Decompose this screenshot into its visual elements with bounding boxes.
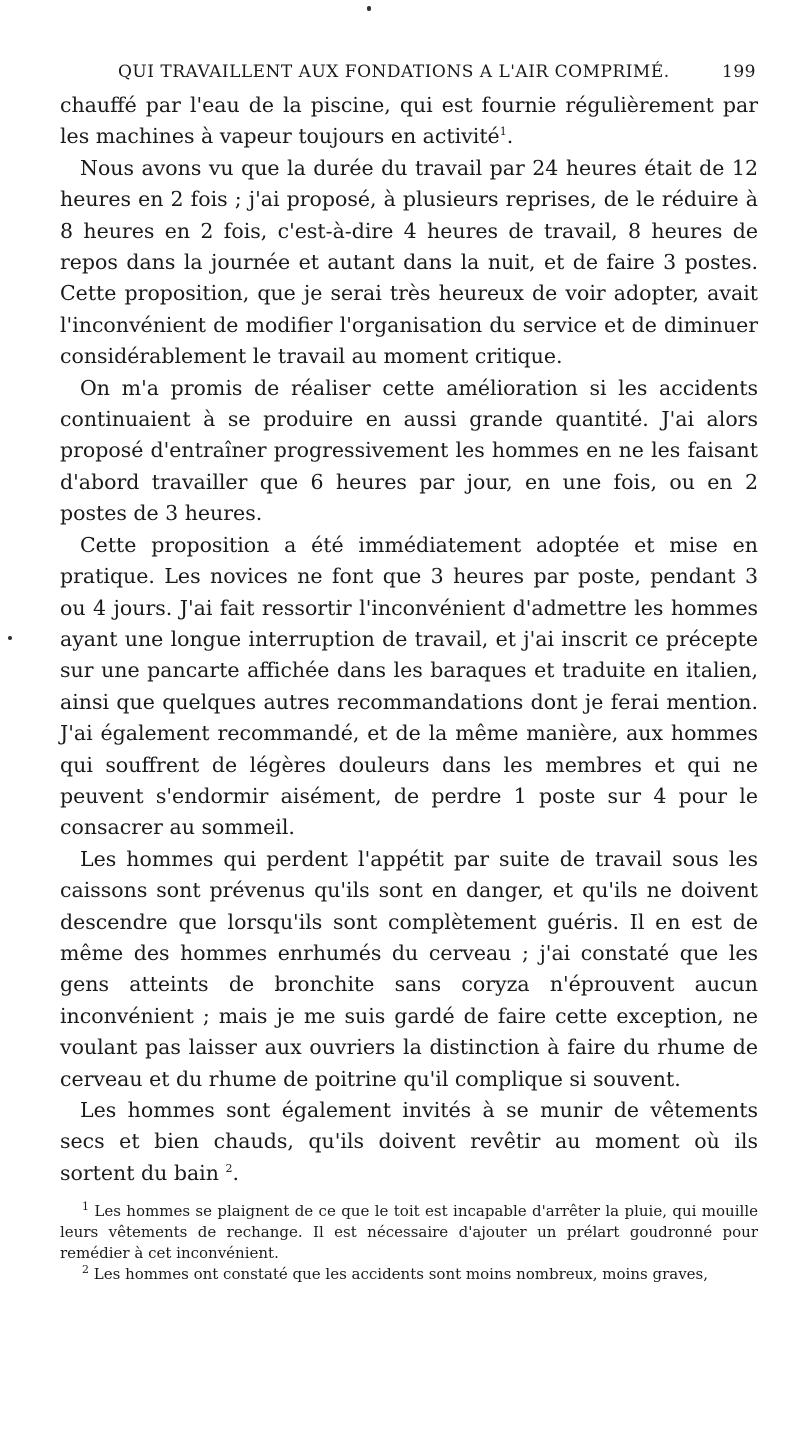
footnote-text: Les hommes se plaignent de ce que le toit est incapable d'arrêter la pluie, qui mouille leurs vêtements de rechange. Il est nécessaire d'ajouter un prélart goudronné pour remédier à cet inconvénient. bbox=[60, 1202, 758, 1263]
paragraph: Cette proposition a été immédiatement adoptée et mise en pratique. Les novices ne font que 3 heures par poste, pendant 3 ou 4 jours. J'ai fait ressortir l'inconvénient d'admettre les hommes ayant une longue interruption de travail, et j'ai inscrit ce précepte sur une pancarte affichée dans les baraques et traduite en italien, ainsi que quelques autres recommandations dont je ferai mention. J'ai également recommandé, et de la même manière, aux hommes qui souffrent de légères douleurs dans les membres et qui ne peuvent s'endormir aisément, de perdre 1 poste sur 4 pour le consacrer au sommeil. bbox=[60, 532, 758, 840]
paragraph: Les hommes qui perdent l'appétit par suite de travail sous les caissons sont prévenus qu'ils sont en danger, et qu'ils ne doivent descendre que lorsqu'ils sont complètement guéris. Il en est de même des hommes enrhumés du cerveau ; j'ai constaté que les gens atteints de bronchite sans coryza n'éprouvent aucun inconvénient ; mais je me suis gardé de faire cette exception, ne voulant pas laisser aux ouvriers la distinction à faire du rhume de cerveau et du rhume de poitrine qu'il complique si souvent. bbox=[60, 846, 758, 1091]
paragraph-text: Les hommes sont également invités à se munir de vêtements secs et bien chauds, qu'ils doivent revêtir au moment où ils sortent du bain bbox=[60, 1098, 758, 1185]
page-number: 199 bbox=[722, 62, 756, 82]
scan-speck-margin bbox=[8, 636, 12, 640]
paragraph: Nous avons vu que la durée du travail par 24 heures était de 12 heures en 2 fois ; j'ai proposé, à plusieurs reprises, de le réduire à 8 heures en 2 fois, c'est-à-dire 4 heures de travail, 8 heures de repos dans la journée et autant dans la nuit, et de faire 3 postes. Cette proposition, que je serai très heureux de voir adopter, avait l'inconvénient de modifier l'organisation du service et de diminuer considérablement le travail au moment critique. bbox=[60, 155, 758, 369]
paragraph: On m'a promis de réaliser cette amélioration si les accidents continuaient à se produire en aussi grande quantité. J'ai alors proposé d'entraîner progressivement les hommes en ne les faisant d'abord travailler que 6 heures par jour, en une fois, ou en 2 postes de 3 heures. bbox=[60, 375, 758, 526]
body-text bbox=[60, 90, 758, 1189]
running-header-title: QUI TRAVAILLENT AUX FONDATIONS A L'AIR COMPRIMÉ. bbox=[118, 62, 670, 82]
footnote bbox=[60, 1264, 758, 1285]
footnote-ref: 2 bbox=[225, 1161, 233, 1175]
book-page bbox=[60, 58, 758, 1285]
footnote bbox=[60, 1201, 758, 1264]
footnote-mark: 1 bbox=[82, 1200, 89, 1214]
scan-speck-top bbox=[367, 6, 371, 11]
paragraph: Les hommes sont également invités à se munir de vêtements secs et bien chauds, qu'ils doivent revêtir au moment où ils sortent du bain $^2$. bbox=[60, 1098, 758, 1185]
footnote-mark: 2 bbox=[82, 1263, 89, 1277]
paragraph-text: chauffé par l'eau de la piscine, qui est fournie régulièrement par les machines à vapeur toujours en activité bbox=[60, 93, 758, 149]
footnote-ref: 1 bbox=[499, 125, 507, 139]
footnotes bbox=[60, 1201, 758, 1285]
paragraph-continued: chauffé par l'eau de la piscine, qui est fournie régulièrement par les machines à vapeur toujours en activité$^1$. bbox=[60, 93, 758, 149]
footnote-text: Les hommes ont constaté que les accidents sont moins nombreux, moins graves, bbox=[93, 1265, 709, 1284]
running-header bbox=[60, 58, 758, 86]
